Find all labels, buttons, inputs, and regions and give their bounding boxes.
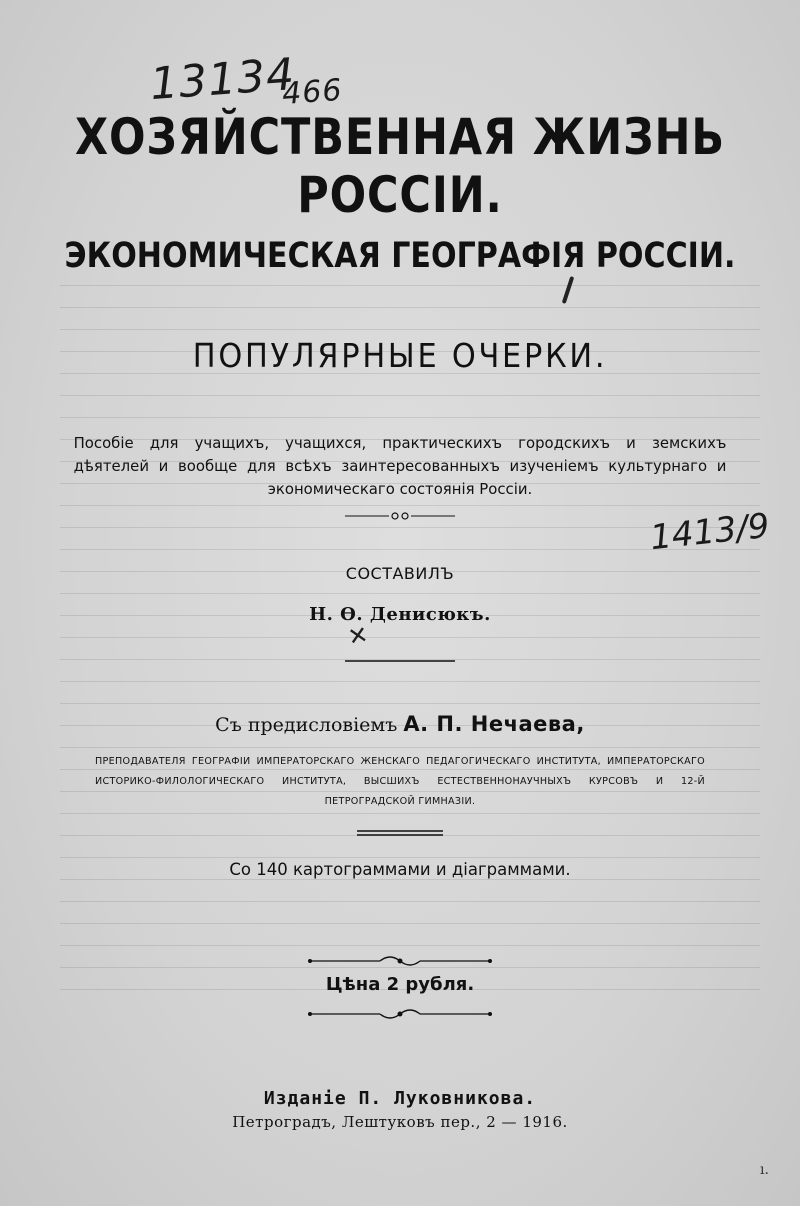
preface-author-credentials: ПРЕПОДАВАТЕЛЯ ГЕОГРАФІИ ИМПЕРАТОРСКАГО ЖЕНСКАГО ПЕДАГОГИЧЕСКАГО ИНСТИТУТА, ИМПЕРАТОРСКАГО ИСТОРИКО-ФИЛОЛОГИЧЕСКАГО ИНСТИТУТА, ВЫСШИХЪ ЕСТЕСТВЕННОНАУЧНЫХЪ КУРСОВЪ И 12-Й ПЕТРОГРАДСКОЙ ГИМНАЗІИ. xyxy=(95,756,705,807)
preface-line xyxy=(0,712,800,736)
pencil-x-mark: ✕ xyxy=(345,620,371,652)
preface-author: А. П. Нечаева, xyxy=(403,712,585,736)
book-subtitle: ЭКОНОМИЧЕСКАЯ ГЕОГРАФІЯ РОССІИ. xyxy=(64,236,736,276)
double-rule-icon xyxy=(357,829,443,837)
publisher-name: Изданіе П. Луковникова. xyxy=(263,1088,537,1109)
page-speck: ı. xyxy=(760,1162,769,1178)
publisher-address: Петроградъ, Лештуковъ пер., 2 — 1916. xyxy=(232,1113,568,1131)
compiled-by-label: СОСТАВИЛЪ xyxy=(345,564,455,583)
book-description: Пособіе для учащихъ, учащихся, практическихъ городскихъ и земскихъ дѣятелей и вообще для всѣхъ заинтересованныхъ изученіемъ культурнаго и экономическаго состоянія Россіи. xyxy=(73,434,727,498)
catalog-number-top: 13134 xyxy=(148,49,297,111)
ornament-top-icon xyxy=(305,952,495,970)
catalog-number-handwritten xyxy=(148,45,356,110)
illustrations-note: Со 140 картограммами и діаграммами. xyxy=(229,860,571,879)
catalog-number-side: 1413/9 xyxy=(648,505,772,559)
show-through-text xyxy=(60,270,760,990)
preface-prefix: Съ предисловіемъ xyxy=(215,714,398,736)
catalog-number-overwrite: 466 xyxy=(281,72,344,112)
divider-rule-icon xyxy=(345,658,455,664)
divider-ornament-icon xyxy=(345,509,455,523)
pencil-mark xyxy=(562,276,574,304)
book-series-title: ПОПУЛЯРНЫЕ ОЧЕРКИ. xyxy=(192,336,608,375)
ornament-bottom-icon xyxy=(305,1005,495,1023)
price-label: Цѣна 2 рубля. xyxy=(325,974,475,995)
book-title: ХОЗЯЙСТВЕННАЯ ЖИЗНЬ РОССІИ. xyxy=(74,108,725,224)
compiler-name: Н. Ѳ. Денисюкъ. xyxy=(309,604,491,625)
